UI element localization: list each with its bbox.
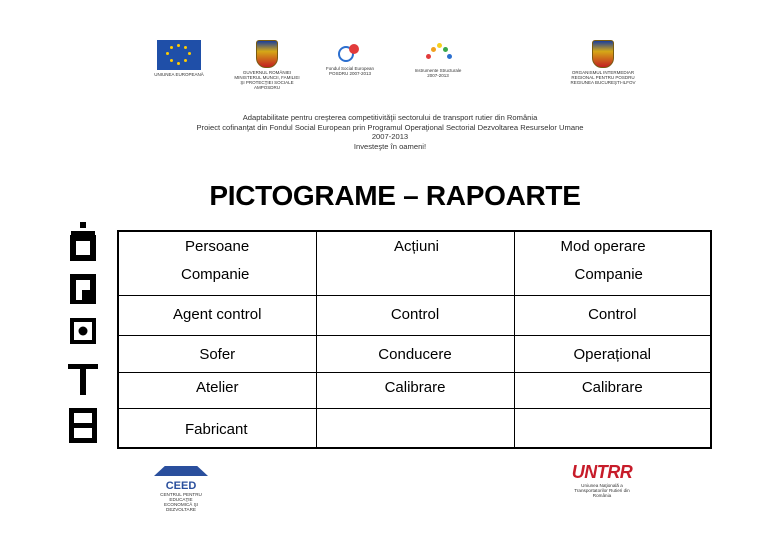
table-cell (316, 335, 514, 372)
agent-control-icon (66, 274, 100, 306)
eu-flag-icon (157, 40, 201, 70)
table-cell (118, 408, 316, 448)
driver-icon (66, 318, 100, 348)
table-row (118, 408, 711, 448)
ceed-mark-icon (150, 466, 212, 486)
cell-text: Control (390, 305, 440, 323)
cell-companie: Companie (181, 266, 250, 283)
table-cell (118, 372, 316, 408)
cell-text: Agent control (173, 305, 262, 323)
project-line: Investeşte în oameni! (353, 141, 427, 151)
ceed-logo (150, 466, 212, 512)
logo-caption: GUVERNUL ROMÂNIEI MINISTERUL MUNCII, FAMILIEI ŞI PROTECŢIEI SOCIALE AMPOSDRU (234, 70, 300, 90)
table-cell (118, 335, 316, 372)
logo-caption: Fondul Social European POSDRU 2007-2013 (325, 66, 375, 76)
table-cell (514, 408, 711, 448)
cell-text: Calibrare (384, 378, 446, 396)
fse-icon (335, 40, 365, 64)
header-mod-operare: Mod operare (560, 238, 646, 255)
cell-text: Operațional (573, 345, 652, 363)
cell-text: Conducere (378, 345, 452, 363)
table-cell (316, 408, 514, 448)
project-description (0, 113, 780, 151)
coat-of-arms-icon (256, 40, 278, 68)
logo-caption: Instrumente Structurale 2007-2013 (414, 68, 462, 78)
table-cell (514, 372, 711, 408)
structural-instruments-icon (423, 40, 453, 66)
project-line: Proiect cofinanţat din Fondul Social European prin Programul Operaţional Sectorial Dezvoltarea Resurselor Umane (196, 122, 584, 132)
untrr-logo (566, 462, 638, 498)
person-company-icon (66, 222, 100, 262)
table-row (118, 335, 711, 372)
table-cell (316, 372, 514, 408)
workshop-icon (66, 364, 100, 396)
untrr-name: UNTRR (571, 462, 633, 482)
table-cell (514, 295, 711, 335)
header-actiuni: Acțiuni (393, 238, 440, 255)
cell-text: Calibrare (581, 378, 643, 396)
pictogram-table (117, 230, 712, 449)
government-logo (232, 40, 302, 90)
logo-caption: ORGANISMUL INTERMEDIAR REGIONAL PENTRU POSDRU REGIUNEA BUCUREŞTI-ILFOV (570, 70, 636, 85)
table-cell (514, 335, 711, 372)
ceed-name: CEED (165, 480, 197, 492)
header-persoane: Persoane (185, 238, 250, 255)
table-cell (118, 231, 316, 295)
coat-of-arms-icon (592, 40, 614, 68)
table-row (118, 372, 711, 408)
table-row (118, 295, 711, 335)
fse-logo (318, 40, 382, 76)
table-cell (316, 231, 514, 295)
table-row (118, 231, 711, 295)
project-line: Adaptabilitate pentru creşterea competitivităţii sectorului de transport rutier din România (242, 113, 538, 122)
table-cell (316, 295, 514, 335)
intermediate-body-logo (566, 40, 640, 85)
cell-fabricant: Fabricant (185, 420, 248, 438)
cell-text: Atelier (195, 378, 239, 396)
cell-companie: Companie (574, 266, 643, 283)
structural-instruments-logo (406, 40, 470, 78)
ceed-caption: CENTRUL PENTRU EDUCAŢIE ECONOMICĂ ŞI DEZVOLTARE (160, 492, 202, 512)
page-title: PICTOGRAME – RAPOARTE (209, 180, 581, 211)
cell-text: Sofer (199, 345, 236, 363)
manufacturer-icon (66, 408, 100, 444)
untrr-caption: Uniunea Naţională a Transportatorilor Rutieri din România (574, 483, 630, 498)
project-line: 2007-2013 (371, 132, 409, 141)
table-cell (514, 231, 711, 295)
table-cell (118, 295, 316, 335)
cell-text: Control (588, 305, 637, 323)
eu-logo (150, 40, 208, 77)
logo-caption: UNIUNEA EUROPEANĂ (154, 72, 204, 77)
